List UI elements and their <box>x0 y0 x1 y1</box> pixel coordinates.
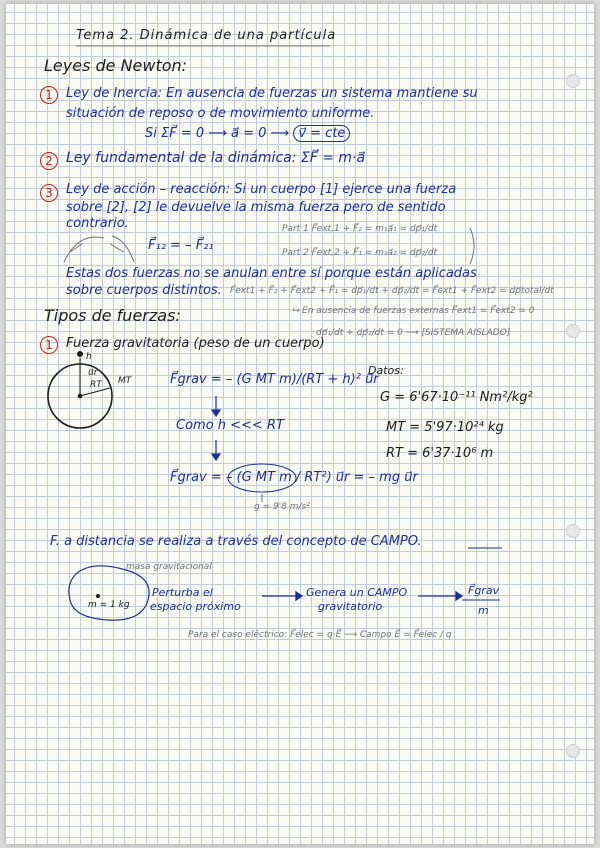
mass-dot <box>96 594 100 598</box>
law3-line1: Ley de acción – reacción: Si un cuerpo [1] ejerce una fuerza <box>66 182 457 197</box>
body1-curve <box>64 237 104 262</box>
earth-diagram <box>48 352 112 429</box>
law3-note-line1: Estas dos fuerzas no se anulan entre sí porque están aplicadas <box>66 266 477 281</box>
gravity-g-value: g = 9'8 m/s² <box>254 502 310 512</box>
law3-note-line2: sobre cuerpos distintos. <box>66 283 222 298</box>
law1-line1: Ley de Inercia: En ausencia de fuerzas un sistema mantiene su <box>66 86 478 101</box>
law3-particle1-eq: Part 1 F⃗ext,1 + F⃗₂ = m₁a⃗₁ = dp⃗₁/dt <box>282 224 438 234</box>
law2-text: Ley fundamental de la dinámica: ΣF⃗ = m·a⃗ <box>66 150 366 166</box>
gravity-number: 1 <box>40 336 58 354</box>
field-step1-line1: Perturba el <box>152 586 213 599</box>
radius-line <box>80 388 110 396</box>
force-arrow-2 <box>110 244 124 252</box>
diagram-label-rt: RT <box>90 380 102 390</box>
law3-number: 3 <box>40 184 58 202</box>
earth-center <box>78 394 82 398</box>
field-mass: m = 1 kg <box>88 600 130 610</box>
law3-particle2-eq: Part 2 F⃗ext,2 + F⃗₁ = m₂a⃗₂ = dp⃗₂/dt <box>282 248 438 258</box>
two-body-sketch <box>64 236 134 262</box>
body2-curve <box>112 236 134 262</box>
field-mass-label: masa gravitacional <box>126 562 212 572</box>
field-result-numerator: F⃗grav <box>468 584 500 597</box>
law3-line2: sobre [2], [2] le devuelve la misma fuerza pero de sentido <box>66 200 446 215</box>
law3-f12-equation: F⃗₁₂ = – F⃗₂₁ <box>148 238 214 253</box>
law3-isolated-line1: ⮡ En ausencia de fuerzas externas F⃗ext1 = F⃗ext2 = 0 <box>292 306 535 316</box>
diagram-label-mt: MT <box>118 376 132 386</box>
law1-formula-text: Si ΣF⃗ = 0 ⟶ a⃗ = 0 ⟶ <box>145 126 290 141</box>
gravity-formula: F⃗grav = – (G MT m)/(RT + h)² u⃗r <box>170 372 379 387</box>
gravity-heading: Fuerza gravitatoria (peso de un cuerpo) <box>66 336 325 351</box>
g-approx-oval <box>228 464 296 492</box>
law3-isolated-line2: dp⃗₁/dt + dp⃗₂/dt = 0 ⟶ [SISTEMA AISLADO] <box>316 328 511 338</box>
body-dot <box>78 352 83 357</box>
equation-bracket <box>470 228 474 264</box>
section-forces-heading: Tipos de fuerzas: <box>44 306 181 325</box>
data-G: G = 6'67·10⁻¹¹ Nm²/kg² <box>380 390 533 405</box>
law1-line2: situación de reposo o de movimiento uniforme. <box>66 106 375 121</box>
gravity-condition: Como h <<< RT <box>176 418 284 433</box>
law3-sum-eq: F⃗ext1 + F⃗₂ + F⃗ext2 + F⃗₁ = dp⃗₁/dt + dp⃗₂/dt = F⃗ext1 + F⃗ext2 = dp⃗total/dt <box>230 286 554 296</box>
law2-number: 2 <box>40 152 58 170</box>
diagram-label-ur: u⃗r <box>88 368 98 378</box>
law3-line3: contrario. <box>66 216 129 231</box>
field-electric-note: Para el caso eléctrico: F⃗elec = q·E⃗ ⟶ Campo E⃗ = F⃗elec / q <box>188 630 452 640</box>
page-title: Tema 2. Dinámica de una partícula <box>76 28 337 43</box>
field-step1-line2: espacio próximo <box>150 600 241 613</box>
field-concept-line: F. a distancia se realiza a través del concepto de CAMPO. <box>50 534 422 549</box>
gravity-formula-approx: F⃗grav = – (G MT m / RT²) u⃗r = – mg u⃗r <box>170 470 418 485</box>
field-step2-line2: gravitatorio <box>318 600 383 613</box>
law1-number: 1 <box>40 86 58 104</box>
derivation-arrows <box>212 396 220 460</box>
law1-formula-box: v⃗ = cte <box>293 125 350 142</box>
data-RT: RT = 6'37·10⁶ m <box>386 446 494 461</box>
field-flow-arrows <box>262 592 462 600</box>
section-newton-heading: Leyes de Newton: <box>44 56 188 75</box>
diagram-label-h: h <box>86 352 92 362</box>
mass-blob <box>69 566 149 620</box>
field-step2-line1: Genera un CAMPO <box>306 586 408 599</box>
data-label: Datos: <box>368 364 404 377</box>
field-result-denominator: m <box>478 604 489 617</box>
data-MT: MT = 5'97·10²⁴ kg <box>386 420 504 435</box>
